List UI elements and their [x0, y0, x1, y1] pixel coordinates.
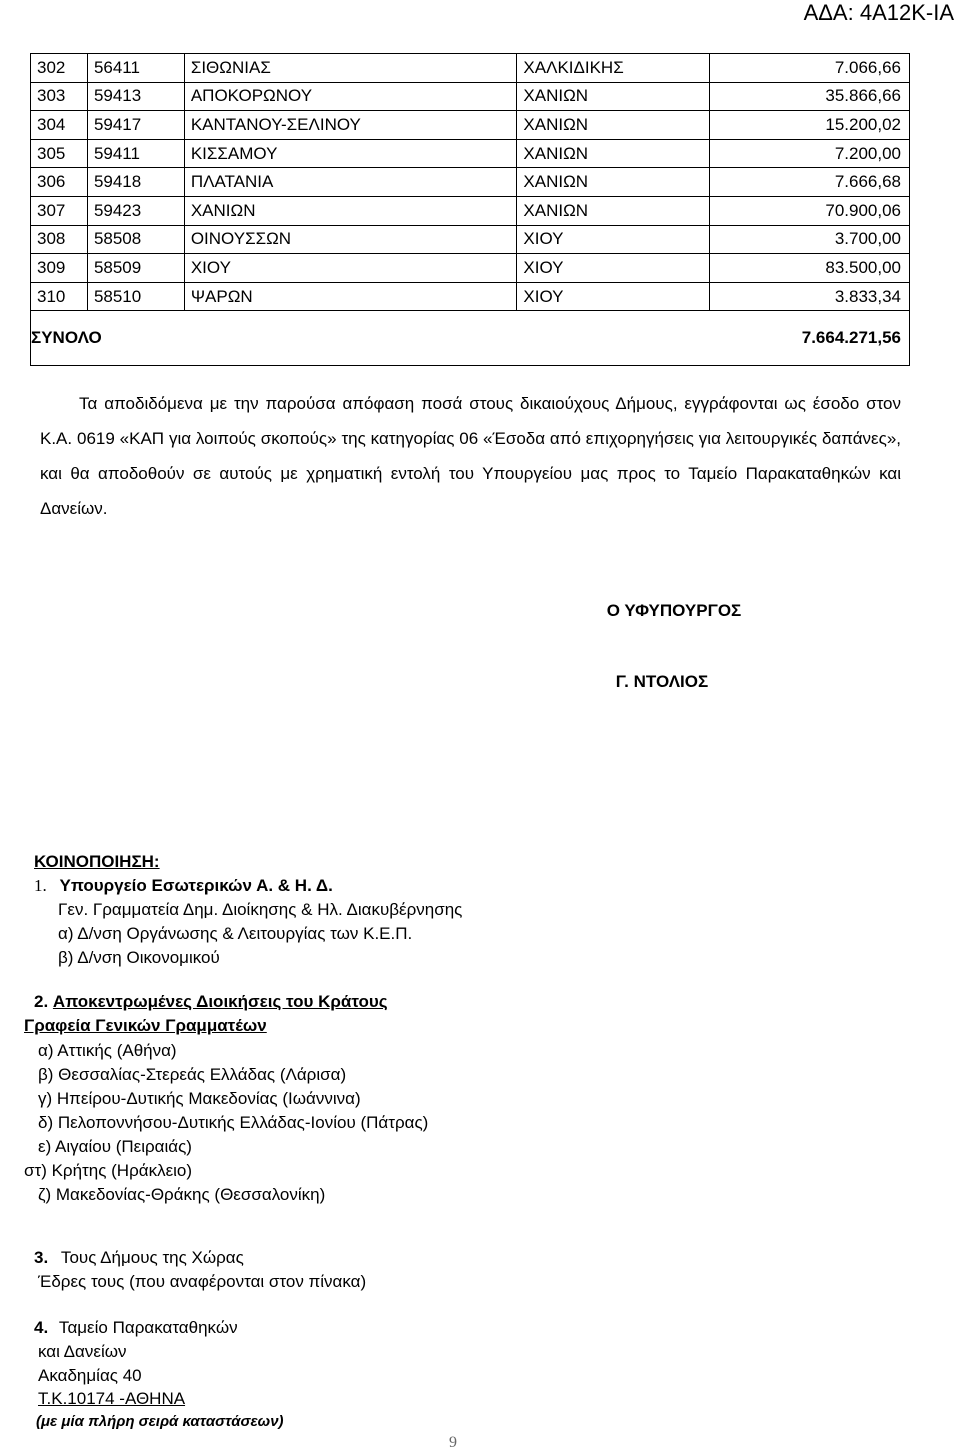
- amount: 83.500,00: [710, 254, 910, 283]
- recipient-2-number: 2.: [34, 992, 49, 1011]
- signature-name: Γ. ΝΤΟΛΙΟΣ: [615, 672, 709, 691]
- municipality-code: 59423: [87, 196, 184, 225]
- recipient-3-number: 3.: [34, 1248, 49, 1267]
- municipality-code: 58509: [87, 254, 184, 283]
- prefecture: ΧΑΝΙΩΝ: [517, 139, 710, 168]
- recipient-4-line-2: Ακαδημίας 40: [38, 1366, 142, 1385]
- municipality-code: 58510: [87, 282, 184, 311]
- municipality-code: 59417: [87, 111, 184, 140]
- municipality-code: 59418: [87, 168, 184, 197]
- table-row: [31, 168, 910, 197]
- amount: 70.900,06: [710, 196, 910, 225]
- recipient-2-line-2: β) Θεσσαλίας-Στερεάς Ελλάδας (Λάρισα): [38, 1065, 347, 1084]
- recipient-4-title: Ταμείο Παρακαταθηκών: [58, 1318, 238, 1337]
- municipality-code: 59413: [87, 82, 184, 111]
- municipality-name: ΧΙΟΥ: [184, 254, 517, 283]
- page-number: 9: [449, 1434, 457, 1451]
- amount: 35.866,66: [710, 82, 910, 111]
- municipality-code: 58508: [87, 225, 184, 254]
- row-number: 309: [31, 254, 88, 283]
- prefecture: ΧΑΛΚΙΔΙΚΗΣ: [517, 54, 710, 83]
- prefecture: ΧΑΝΙΩΝ: [517, 168, 710, 197]
- amount: 7.200,00: [710, 139, 910, 168]
- table-row: [31, 54, 910, 83]
- amount: 7.666,68: [710, 168, 910, 197]
- recipient-1-line-1: Γεν. Γραμματεία Δημ. Διοίκησης & Ηλ. Διακυβέρνησης: [58, 900, 463, 919]
- prefecture: ΧΑΝΙΩΝ: [517, 196, 710, 225]
- municipality-name: ΚΙΣΣΑΜΟΥ: [184, 139, 517, 168]
- recipient-2-line-3: γ) Ηπείρου-Δυτικής Μακεδονίας (Ιωάννινα): [38, 1089, 361, 1108]
- body-paragraph: [40, 386, 901, 526]
- row-number: 302: [31, 54, 88, 83]
- table-row: [31, 282, 910, 311]
- recipient-3-line: Έδρες τους (που αναφέρονται στον πίνακα): [38, 1272, 367, 1291]
- row-number: 308: [31, 225, 88, 254]
- table-row: [31, 225, 910, 254]
- recipient-2-subtitle: Γραφεία Γενικών Γραμματέων: [24, 1016, 267, 1035]
- prefecture: ΧΙΟΥ: [517, 254, 710, 283]
- municipality-code: 59411: [87, 139, 184, 168]
- amount: 15.200,02: [710, 111, 910, 140]
- recipients-heading: ΚΟΙΝΟΠΟΙΗΣΗ:: [34, 852, 160, 871]
- municipality-name: ΧΑΝΙΩΝ: [184, 196, 517, 225]
- recipient-2-title: Αποκεντρωμένες Διοικήσεις του Κράτους: [52, 992, 388, 1011]
- municipality-name: ΨΑΡΩΝ: [184, 282, 517, 311]
- recipient-2-line-5: ε) Αιγαίου (Πειραιάς): [38, 1137, 192, 1156]
- recipient-2-line-6: στ) Κρήτης (Ηράκλειο): [24, 1161, 193, 1180]
- amount: 7.066,66: [710, 54, 910, 83]
- municipality-code: 56411: [87, 54, 184, 83]
- recipient-4-note: (με μία πλήρη σειρά καταστάσεων): [36, 1413, 284, 1430]
- ada-code: ΑΔΑ: 4Α12Κ-ΙΑ: [803, 0, 954, 25]
- recipient-1-title: Υπουργείο Εσωτερικών Α. & Η. Δ.: [59, 876, 333, 895]
- paragraph-text: Τα αποδιδόμενα με την παρούσα απόφαση ποσά στους δικαιούχους Δήμους, εγγράφονται ως έσοδο στον Κ.Α. 0619 «ΚΑΠ για λοιπούς σκοπούς» της κατηγορίας 06 «Έσοδα από επιχορηγήσεις για λειτουργικές δαπάνες», και θα αποδοθούν σε αυτούς με χρηματική εντολή του Υπουργείου μας προς το Ταμείο Παρακαταθηκών και Δανείων.: [40, 394, 901, 518]
- recipient-1-number: 1.: [34, 876, 47, 895]
- prefecture: ΧΙΟΥ: [517, 282, 710, 311]
- row-number: 306: [31, 168, 88, 197]
- municipality-name: ΟΙΝΟΥΣΣΩΝ: [184, 225, 517, 254]
- municipality-name: ΚΑΝΤΑΝΟΥ-ΣΕΛΙΝΟΥ: [184, 111, 517, 140]
- table-row: [31, 139, 910, 168]
- recipient-4-number: 4.: [34, 1318, 49, 1337]
- table-total-row: [31, 311, 910, 366]
- municipality-name: ΣΙΘΩΝΙΑΣ: [184, 54, 517, 83]
- prefecture: ΧΑΝΙΩΝ: [517, 82, 710, 111]
- total-value: 7.664.271,56: [710, 311, 910, 366]
- prefecture: ΧΙΟΥ: [517, 225, 710, 254]
- prefecture: ΧΑΝΙΩΝ: [517, 111, 710, 140]
- table-row: [31, 196, 910, 225]
- municipality-name: ΠΛΑΤΑΝΙΑ: [184, 168, 517, 197]
- table-row: [31, 254, 910, 283]
- table-row: [31, 82, 910, 111]
- row-number: 307: [31, 196, 88, 225]
- recipient-1-line-2: α) Δ/νση Οργάνωσης & Λειτουργίας των Κ.Ε.Π.: [58, 924, 413, 943]
- distribution-table: [30, 53, 910, 366]
- recipient-4-postcode: Τ.Κ.10174 -ΑΘΗΝΑ: [38, 1389, 186, 1408]
- recipient-4-line-1: και Δανείων: [38, 1342, 127, 1361]
- recipient-2-line-7: ζ) Μακεδονίας-Θράκης (Θεσσαλονίκη): [38, 1185, 326, 1204]
- row-number: 304: [31, 111, 88, 140]
- row-number: 305: [31, 139, 88, 168]
- recipient-2-line-4: δ) Πελοποννήσου-Δυτικής Ελλάδας-Ιονίου (Πάτρας): [38, 1113, 429, 1132]
- recipient-3-title: Τους Δήμους της Χώρας: [60, 1248, 244, 1267]
- total-label: ΣΥΝΟΛΟ: [31, 311, 710, 366]
- recipient-1-line-3: β) Δ/νση Οικονομικού: [58, 948, 220, 967]
- recipient-2-line-1: α) Αττικής (Αθήνα): [38, 1041, 177, 1060]
- row-number: 310: [31, 282, 88, 311]
- signature-title: Ο ΥΦΥΠΟΥΡΓΟΣ: [606, 601, 742, 620]
- amount: 3.833,34: [710, 282, 910, 311]
- amount: 3.700,00: [710, 225, 910, 254]
- table-row: [31, 111, 910, 140]
- municipality-name: ΑΠΟΚΟΡΩΝΟΥ: [184, 82, 517, 111]
- row-number: 303: [31, 82, 88, 111]
